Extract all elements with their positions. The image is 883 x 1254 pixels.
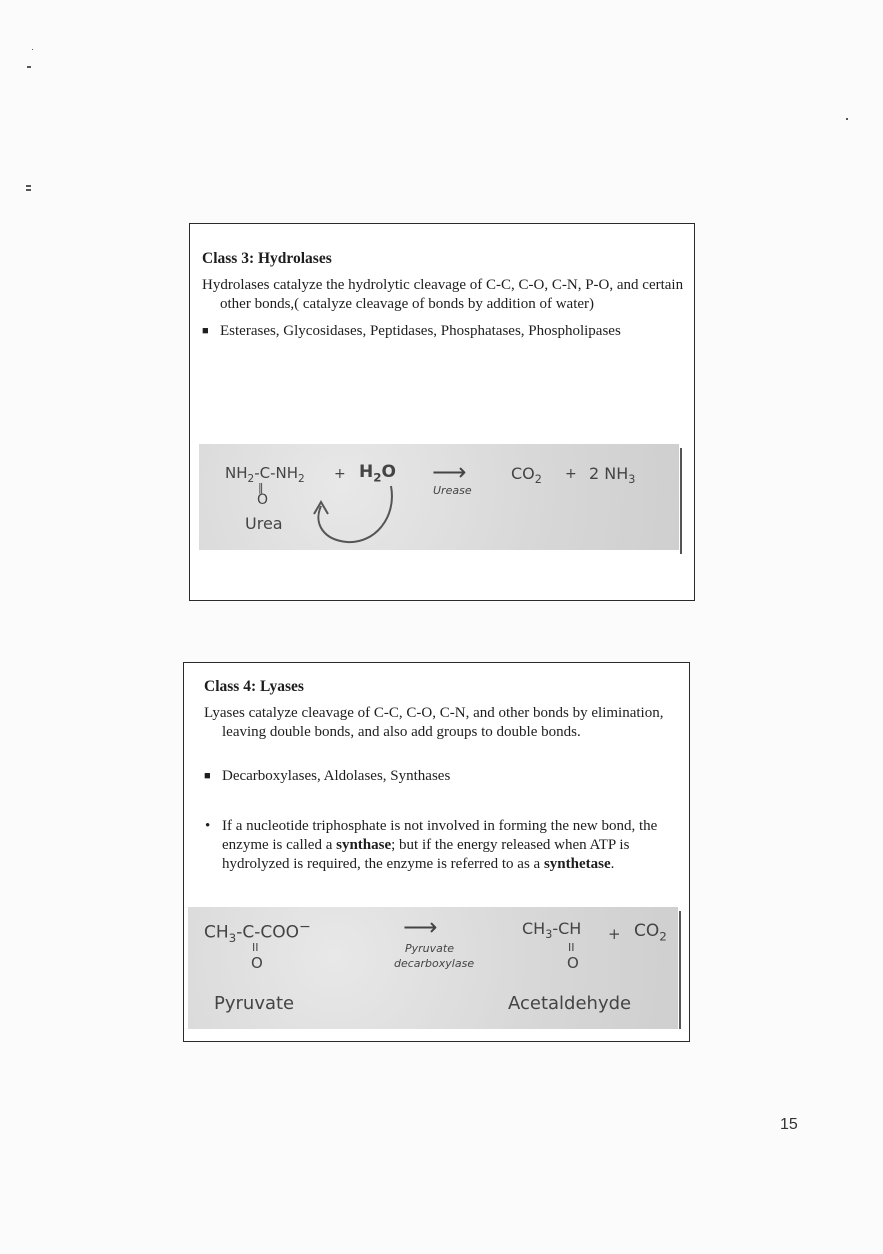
reaction-pyruvate-decarboxylation: [188, 907, 678, 1029]
slide-title: Class 3: Hydrolases: [202, 250, 332, 267]
slide-description: Hydrolases catalyze the hydrolytic cleavage of C-C, C-O, C-N, P-O, and certain other bonds,( catalyze cleavage of bonds by addition of water): [202, 277, 684, 312]
bullet-item: [202, 322, 700, 341]
square-bullet-icon: ■: [204, 770, 211, 782]
square-bullet-icon: ■: [202, 325, 209, 337]
oxygen-atom: O: [567, 954, 579, 972]
slide-title: Class 4: Lyases: [204, 678, 304, 695]
round-bullet-icon: •: [205, 818, 211, 834]
plus-sign: +: [565, 466, 577, 482]
divider-line: [680, 448, 682, 554]
divider-line: [679, 911, 681, 1029]
urea-formula: $NH_2-C-NH_2$: [225, 464, 305, 485]
double-bond: II: [252, 941, 259, 954]
bullet-text: If a nucleotide triphosphate is not involved in forming the new bond, the enzyme is called a synthase; but if the energy released when ATP is hydrolyzed is required, the enzyme is referred to as a synthetase.: [222, 818, 658, 872]
slide-lyases: [183, 662, 690, 1042]
reaction-arrow: ⟶: [403, 913, 438, 941]
reaction-arrow: ⟶: [432, 458, 467, 486]
carbonyl-oxygen: O: [257, 492, 269, 508]
bullet-item: [204, 767, 688, 786]
enzyme-label: Urease: [433, 484, 472, 497]
acetaldehyde-formula: $CH_3-CH$: [522, 919, 582, 942]
slide-description: Lyases catalyze cleavage of C-C, C-O, C-N, and other bonds by elimination, leaving double bonds, and also add groups to double bonds.: [204, 705, 664, 740]
double-bond: II: [568, 941, 575, 954]
page-number: 15: [780, 1116, 798, 1133]
ammonia: 2 $NH_3$: [589, 464, 636, 487]
bullet-text: Esterases, Glycosidases, Peptidases, Phosphatases, Phospholipases: [220, 323, 621, 339]
oxygen-atom: O: [251, 954, 263, 972]
bullet-item: [204, 817, 670, 874]
acetaldehyde-label: Acetaldehyde: [508, 993, 632, 1014]
urea-label: Urea: [245, 514, 283, 533]
plus-sign: +: [608, 925, 621, 943]
carbon-dioxide: $CO_2$: [511, 464, 542, 487]
carbon-dioxide: $CO_2$: [634, 921, 667, 944]
reaction-urea-hydrolysis: [199, 444, 679, 550]
water-formula: $H_2O$: [359, 462, 396, 485]
slide-hydrolases: [189, 223, 695, 601]
enzyme-label: decarboxylase: [394, 957, 475, 970]
enzyme-label: Pyruvate: [405, 942, 454, 955]
pyruvate-label: Pyruvate: [214, 993, 295, 1014]
bullet-text: Decarboxylases, Aldolases, Synthases: [222, 768, 451, 784]
carbonyl-bond: ‖: [258, 481, 264, 494]
plus-sign: +: [334, 466, 346, 482]
curved-arrow-icon: [299, 478, 409, 548]
pyruvate-formula: $CH_3-C-COO^-$: [204, 919, 311, 946]
